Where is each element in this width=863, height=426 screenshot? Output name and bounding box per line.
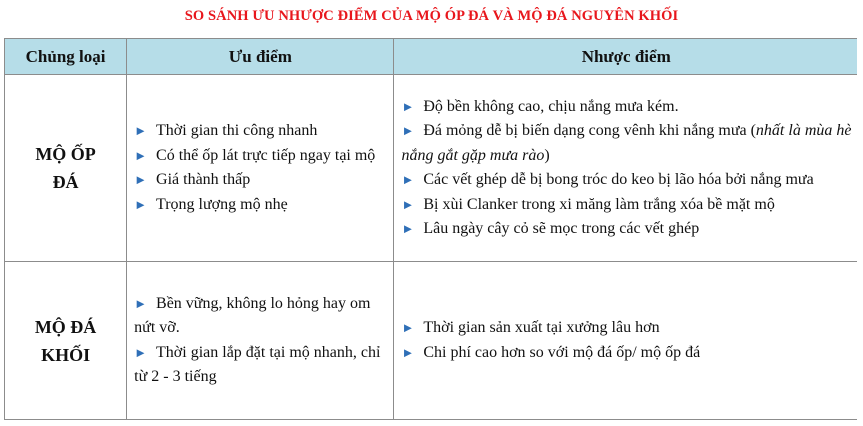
type-cell [5,262,127,420]
bullet-arrow-icon: ► [134,344,148,360]
bullet-arrow-icon: ► [401,344,415,360]
list-item [134,144,389,169]
list-item-text: Bị xùi Clanker trong xi măng làm trắng xóa bề mặt mộ [423,195,775,213]
bullet-arrow-icon: ► [134,172,148,187]
type-label-line: MỘ ĐÁ [34,316,97,337]
pros-list [127,262,394,420]
type-cell [5,75,127,262]
type-label-line: KHỐI [41,344,91,365]
list-item [401,95,854,120]
table-row [5,262,859,420]
list-item-text: Độ bền không cao, chịu nắng mưa kém. [423,97,679,115]
list-item-text: Thời gian sản xuất tại xưởng lâu hơn [423,319,660,336]
frame-edge [857,38,863,422]
list-item [401,316,854,341]
list-item-text: Trọng lượng mộ nhẹ [156,195,288,213]
list-item [401,119,854,168]
bullet-arrow-icon: ► [401,98,415,114]
comparison-table [4,38,859,420]
pros-list [127,75,394,262]
list-item-text: Các vết ghép dễ bị bong tróc do keo bị lão hóa bởi nắng mưa [423,171,814,188]
header-cons: Nhược điểm [394,39,859,75]
bullet-arrow-icon: ► [401,196,415,212]
bullet-arrow-icon: ► [134,147,148,163]
list-item-text: Bền vững, không lo hỏng hay om nứt vỡ. [134,294,371,336]
type-label-line: MỘ ỐP [35,144,96,164]
list-item-text: Lâu ngày cây cỏ sẽ mọc trong các vết ghép [423,220,700,237]
cons-list [394,262,859,420]
header-pros: Ưu điểm [127,39,394,75]
list-item-text: nhất là mùa hè nắng gắt gặp mưa rào [401,122,852,164]
header-row [5,39,859,75]
bullet-arrow-icon: ► [134,295,148,311]
list-item [134,119,389,144]
list-item [401,341,854,366]
list-item [134,341,389,390]
table-title: SO SÁNH ƯU NHƯỢC ĐIỂM CỦA MỘ ÓP ĐÁ VÀ MỘ ĐÁ NGUYÊN KHỐI [184,8,679,24]
bullet-arrow-icon: ► [134,123,148,138]
list-item [401,193,854,218]
list-item-text: ) [544,146,550,164]
bullet-arrow-icon: ► [134,196,148,212]
list-item-text: Thời gian lắp đặt tại mộ nhanh, chỉ từ 2 - 3 tiếng [134,343,381,385]
list-item [134,168,389,193]
bullet-arrow-icon: ► [401,221,415,236]
table-row [5,75,859,262]
type-label-line: ĐÁ [52,172,79,192]
bullet-arrow-icon: ► [401,172,415,187]
list-item [401,217,854,242]
frame-edge [0,421,863,426]
list-item-text: Thời gian thi công nhanh [156,122,318,139]
list-item [134,193,389,218]
header-type: Chủng loại [5,39,127,75]
list-item [134,292,389,341]
bullet-arrow-icon: ► [401,123,415,138]
list-item-text: Giá thành thấp [156,171,251,188]
list-item-text: Có thể ốp lát trực tiếp ngay tại mộ [156,146,376,164]
list-item [401,168,854,193]
bullet-arrow-icon: ► [401,320,415,335]
list-item-text: Chi phí cao hơn so với mộ đá ốp/ mộ ốp đá [423,343,701,361]
cons-list [394,75,859,262]
list-item-text: Đá mỏng dễ bị biến dạng cong vênh khi nắng mưa ( [423,122,756,139]
